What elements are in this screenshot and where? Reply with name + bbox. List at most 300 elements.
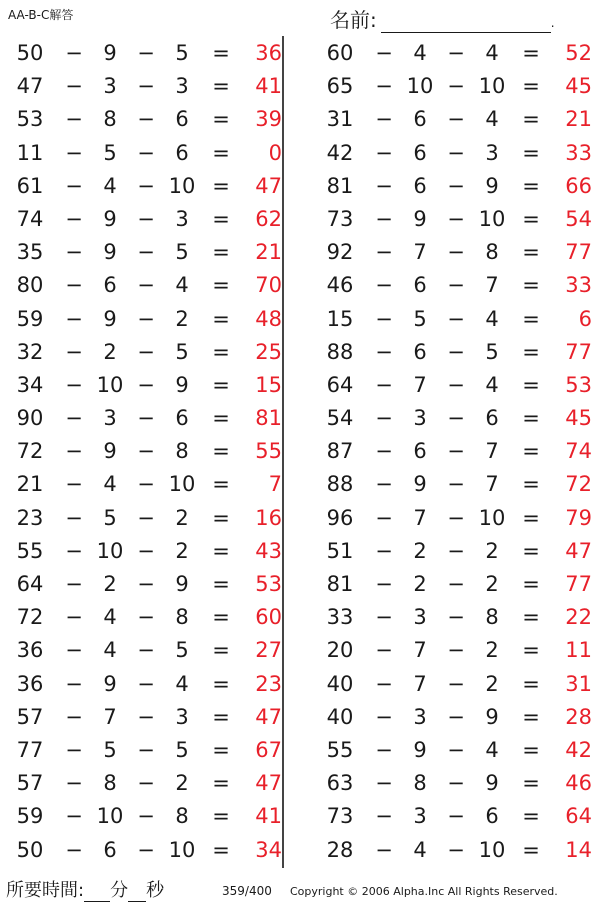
subtrahend-2: 3	[175, 704, 189, 729]
minus-sign: −	[65, 638, 83, 663]
answer: 55	[255, 439, 282, 464]
subtrahend-2: 6	[175, 107, 189, 132]
minuend: 34	[16, 372, 44, 397]
subtrahend-1: 9	[413, 737, 427, 762]
answer: 67	[255, 737, 282, 762]
problem-row	[310, 671, 590, 704]
minuend: 90	[16, 406, 44, 431]
minus-sign: −	[447, 505, 465, 530]
equals-sign: =	[212, 704, 230, 729]
subtrahend-2: 10	[478, 505, 506, 530]
equals-sign: =	[522, 206, 540, 231]
minus-sign: −	[65, 240, 83, 265]
problem-row	[0, 637, 280, 670]
minuend: 50	[16, 837, 44, 862]
subtrahend-1: 6	[413, 273, 427, 298]
minus-sign: −	[65, 771, 83, 796]
answer: 47	[565, 538, 592, 563]
subtrahend-1: 2	[103, 572, 117, 596]
subtrahend-2: 9	[175, 372, 189, 397]
minus-sign: −	[137, 737, 155, 762]
minus-sign: −	[447, 206, 465, 231]
subtrahend-1: 4	[103, 472, 117, 497]
minus-sign: −	[447, 74, 465, 99]
minus-sign: −	[65, 704, 83, 729]
minus-sign: −	[375, 206, 393, 231]
minus-sign: −	[65, 505, 83, 530]
problem-row	[0, 40, 280, 73]
answer: 33	[565, 273, 592, 298]
equals-sign: =	[212, 406, 230, 431]
subtrahend-1: 9	[103, 306, 117, 331]
subtrahend-2: 10	[168, 173, 196, 198]
minus-sign: −	[137, 572, 155, 596]
minus-sign: −	[375, 704, 393, 729]
minus-sign: −	[137, 771, 155, 796]
minus-sign: −	[375, 173, 393, 198]
minuend: 33	[326, 605, 354, 630]
problem-row	[0, 306, 280, 339]
problem-row	[310, 140, 590, 173]
equals-sign: =	[212, 837, 230, 862]
minus-sign: −	[137, 240, 155, 265]
minus-sign: −	[65, 737, 83, 762]
subtrahend-1: 10	[406, 74, 434, 99]
equals-sign: =	[522, 472, 540, 497]
minus-sign: −	[65, 671, 83, 696]
minus-sign: −	[137, 704, 155, 729]
equals-sign: =	[212, 638, 230, 663]
subtrahend-2: 8	[485, 605, 499, 630]
minuend: 81	[326, 173, 354, 198]
subtrahend-1: 2	[103, 339, 117, 364]
problem-row	[310, 505, 590, 538]
subtrahend-2: 6	[175, 140, 189, 165]
answer: 47	[255, 771, 282, 796]
minus-sign: −	[375, 737, 393, 762]
answer: 15	[255, 372, 282, 397]
subtrahend-2: 2	[485, 671, 499, 696]
subtrahend-2: 5	[175, 339, 189, 364]
subtrahend-2: 6	[485, 406, 499, 431]
minuend: 73	[326, 206, 354, 231]
minuend: 36	[16, 638, 44, 663]
answer: 31	[565, 671, 592, 696]
equals-sign: =	[522, 837, 540, 862]
equals-sign: =	[522, 704, 540, 729]
minus-sign: −	[65, 41, 83, 65]
answer: 7	[268, 472, 282, 497]
subtrahend-1: 7	[413, 638, 427, 663]
subtrahend-1: 3	[103, 406, 117, 431]
minus-sign: −	[375, 538, 393, 563]
problem-row	[0, 106, 280, 139]
minus-sign: −	[375, 472, 393, 497]
equals-sign: =	[522, 605, 540, 630]
minus-sign: −	[447, 538, 465, 563]
answer: 22	[565, 605, 592, 630]
answer: 23	[255, 671, 282, 696]
answer: 52	[565, 41, 592, 65]
minus-sign: −	[447, 273, 465, 298]
minus-sign: −	[375, 572, 393, 596]
subtrahend-2: 4	[485, 372, 499, 397]
problem-row	[310, 405, 590, 438]
subtrahend-1: 5	[103, 505, 117, 530]
problem-row	[0, 770, 280, 803]
answer: 25	[255, 339, 282, 364]
answer: 77	[565, 240, 592, 265]
subtrahend-2: 2	[175, 771, 189, 796]
problem-row	[0, 538, 280, 571]
minuend: 65	[326, 74, 354, 99]
answer: 41	[255, 804, 282, 829]
answer: 6	[578, 306, 592, 331]
equals-sign: =	[212, 372, 230, 397]
subtrahend-2: 7	[485, 273, 499, 298]
subtrahend-2: 2	[175, 538, 189, 563]
column-divider	[282, 36, 284, 868]
subtrahend-1: 5	[413, 306, 427, 331]
minuend: 47	[16, 74, 44, 99]
minuend: 35	[16, 240, 44, 265]
answer: 70	[255, 273, 282, 298]
problem-row	[310, 40, 590, 73]
problem-row	[310, 737, 590, 770]
minuend: 20	[326, 638, 354, 663]
problem-row	[0, 73, 280, 106]
answer: 0	[268, 140, 282, 165]
minus-sign: −	[65, 273, 83, 298]
equals-sign: =	[522, 372, 540, 397]
equals-sign: =	[522, 273, 540, 298]
minus-sign: −	[447, 406, 465, 431]
subtrahend-1: 5	[103, 140, 117, 165]
answer: 46	[565, 771, 592, 796]
minuend: 42	[326, 140, 354, 165]
problem-row	[0, 571, 280, 604]
subtrahend-2: 3	[175, 74, 189, 99]
minus-sign: −	[65, 372, 83, 397]
equals-sign: =	[522, 771, 540, 796]
answer: 21	[565, 107, 592, 132]
minuend: 72	[16, 605, 44, 630]
minus-sign: −	[447, 837, 465, 862]
subtrahend-2: 7	[485, 472, 499, 497]
minus-sign: −	[137, 107, 155, 132]
minuend: 40	[326, 704, 354, 729]
problem-row	[310, 306, 590, 339]
minuend: 46	[326, 273, 354, 298]
subtrahend-1: 5	[103, 737, 117, 762]
problem-row	[310, 538, 590, 571]
problem-row	[0, 438, 280, 471]
name-field	[330, 4, 555, 33]
problem-row	[0, 604, 280, 637]
subtrahend-2: 4	[485, 107, 499, 132]
answer: 34	[255, 837, 282, 862]
minus-sign: −	[375, 107, 393, 132]
equals-sign: =	[212, 605, 230, 630]
subtrahend-1: 4	[103, 173, 117, 198]
minus-sign: −	[137, 605, 155, 630]
minus-sign: −	[375, 771, 393, 796]
minus-sign: −	[65, 306, 83, 331]
minuend: 61	[16, 173, 44, 198]
minus-sign: −	[137, 206, 155, 231]
minuend: 73	[326, 804, 354, 829]
minus-sign: −	[375, 837, 393, 862]
minus-sign: −	[447, 572, 465, 596]
subtrahend-1: 3	[103, 74, 117, 99]
minus-sign: −	[65, 572, 83, 596]
minuend: 54	[326, 406, 354, 431]
subtrahend-1: 10	[96, 372, 124, 397]
subtrahend-1: 7	[413, 372, 427, 397]
minus-sign: −	[137, 406, 155, 431]
problem-row	[0, 837, 280, 870]
subtrahend-1: 10	[96, 804, 124, 829]
equals-sign: =	[212, 505, 230, 530]
minus-sign: −	[375, 306, 393, 331]
subtrahend-2: 8	[175, 439, 189, 464]
subtrahend-1: 3	[413, 406, 427, 431]
minuend: 11	[16, 140, 44, 165]
minus-sign: −	[65, 140, 83, 165]
subtrahend-1: 9	[103, 439, 117, 464]
subtrahend-2: 8	[175, 804, 189, 829]
minus-sign: −	[137, 472, 155, 497]
equals-sign: =	[522, 107, 540, 132]
problem-row	[310, 571, 590, 604]
minuend: 15	[326, 306, 354, 331]
equals-sign: =	[212, 206, 230, 231]
minus-sign: −	[447, 771, 465, 796]
subtrahend-2: 9	[485, 173, 499, 198]
minuend: 88	[326, 472, 354, 497]
problem-row	[310, 339, 590, 372]
answer: 16	[255, 505, 282, 530]
equals-sign: =	[522, 638, 540, 663]
equals-sign: =	[522, 671, 540, 696]
subtrahend-1: 4	[103, 605, 117, 630]
subtrahend-2: 4	[485, 737, 499, 762]
minus-sign: −	[137, 538, 155, 563]
answer: 43	[255, 538, 282, 563]
minuend: 96	[326, 505, 354, 530]
minutes-blank	[84, 883, 110, 902]
equals-sign: =	[522, 240, 540, 265]
minus-sign: −	[375, 74, 393, 99]
minus-sign: −	[375, 372, 393, 397]
answer: 21	[255, 240, 282, 265]
problem-row	[0, 173, 280, 206]
minus-sign: −	[447, 671, 465, 696]
minus-sign: −	[137, 140, 155, 165]
subtrahend-1: 2	[413, 572, 427, 596]
minus-sign: −	[137, 837, 155, 862]
left-problem-column	[0, 40, 280, 870]
minuend: 77	[16, 737, 44, 762]
minus-sign: −	[375, 273, 393, 298]
answer: 81	[255, 406, 282, 431]
worksheet-title: AA-B-C解答	[8, 8, 74, 22]
subtrahend-2: 8	[485, 240, 499, 265]
subtrahend-2: 10	[478, 74, 506, 99]
equals-sign: =	[522, 74, 540, 99]
minus-sign: −	[137, 804, 155, 829]
minus-sign: −	[447, 439, 465, 464]
minus-sign: −	[137, 372, 155, 397]
answer: 53	[565, 372, 592, 397]
equals-sign: =	[212, 737, 230, 762]
subtrahend-1: 7	[413, 240, 427, 265]
answer: 64	[565, 804, 592, 829]
minuend: 60	[326, 41, 354, 65]
minutes-label: 分	[110, 880, 129, 901]
subtrahend-2: 9	[175, 572, 189, 596]
subtrahend-2: 10	[478, 837, 506, 862]
subtrahend-2: 8	[175, 605, 189, 630]
equals-sign: =	[212, 240, 230, 265]
minus-sign: −	[65, 339, 83, 364]
minus-sign: −	[65, 538, 83, 563]
minus-sign: −	[65, 406, 83, 431]
minus-sign: −	[137, 173, 155, 198]
subtrahend-1: 3	[413, 605, 427, 630]
minus-sign: −	[447, 804, 465, 829]
answer: 72	[565, 472, 592, 497]
problem-row	[0, 704, 280, 737]
equals-sign: =	[212, 439, 230, 464]
minuend: 59	[16, 804, 44, 829]
copyright-notice: Copyright © 2006 Alpha.Inc All Rights Reserved.	[290, 885, 558, 898]
minus-sign: −	[137, 339, 155, 364]
minus-sign: −	[375, 41, 393, 65]
problem-row	[0, 339, 280, 372]
problem-row	[310, 106, 590, 139]
minus-sign: −	[375, 439, 393, 464]
minuend: 51	[326, 538, 354, 563]
subtrahend-1: 6	[413, 140, 427, 165]
equals-sign: =	[522, 737, 540, 762]
equals-sign: =	[212, 671, 230, 696]
minus-sign: −	[137, 306, 155, 331]
problem-row	[0, 405, 280, 438]
answer: 77	[565, 339, 592, 364]
problem-row	[0, 206, 280, 239]
subtrahend-1: 9	[103, 41, 117, 65]
problem-row	[310, 637, 590, 670]
subtrahend-2: 2	[485, 638, 499, 663]
problem-row	[0, 272, 280, 305]
minuend: 32	[16, 339, 44, 364]
subtrahend-1: 8	[103, 107, 117, 132]
minuend: 63	[326, 771, 354, 796]
minuend: 23	[16, 505, 44, 530]
answer: 45	[565, 406, 592, 431]
equals-sign: =	[522, 306, 540, 331]
problem-row	[310, 372, 590, 405]
minus-sign: −	[137, 671, 155, 696]
answer: 14	[565, 837, 592, 862]
minus-sign: −	[137, 638, 155, 663]
subtrahend-2: 10	[168, 472, 196, 497]
answer: 48	[255, 306, 282, 331]
minuend: 21	[16, 472, 44, 497]
answer: 47	[255, 704, 282, 729]
subtrahend-1: 6	[413, 173, 427, 198]
minus-sign: −	[375, 406, 393, 431]
problem-row	[310, 837, 590, 870]
minuend: 31	[326, 107, 354, 132]
subtrahend-2: 5	[175, 240, 189, 265]
minuend: 40	[326, 671, 354, 696]
equals-sign: =	[522, 439, 540, 464]
subtrahend-1: 6	[103, 837, 117, 862]
equals-sign: =	[212, 273, 230, 298]
problem-row	[310, 704, 590, 737]
equals-sign: =	[212, 572, 230, 596]
minus-sign: −	[447, 173, 465, 198]
subtrahend-1: 9	[103, 206, 117, 231]
minuend: 64	[326, 372, 354, 397]
equals-sign: =	[522, 339, 540, 364]
answer: 62	[255, 206, 282, 231]
equals-sign: =	[212, 538, 230, 563]
subtrahend-1: 6	[413, 107, 427, 132]
minus-sign: −	[65, 837, 83, 862]
subtrahend-1: 10	[96, 538, 124, 563]
answer: 60	[255, 605, 282, 630]
answer: 45	[565, 74, 592, 99]
minus-sign: −	[447, 605, 465, 630]
minus-sign: −	[447, 638, 465, 663]
minuend: 80	[16, 273, 44, 298]
subtrahend-1: 4	[413, 41, 427, 65]
problem-row	[310, 471, 590, 504]
minus-sign: −	[137, 439, 155, 464]
minus-sign: −	[137, 273, 155, 298]
subtrahend-2: 5	[175, 638, 189, 663]
problem-row	[310, 438, 590, 471]
minuend: 59	[16, 306, 44, 331]
name-label: 名前:	[330, 8, 377, 32]
subtrahend-2: 10	[168, 837, 196, 862]
minuend: 50	[16, 41, 44, 65]
problem-row	[0, 737, 280, 770]
subtrahend-2: 7	[485, 439, 499, 464]
minuend: 55	[16, 538, 44, 563]
answer: 79	[565, 505, 592, 530]
problem-row	[0, 671, 280, 704]
minus-sign: −	[447, 41, 465, 65]
subtrahend-2: 2	[175, 306, 189, 331]
minus-sign: −	[137, 74, 155, 99]
subtrahend-2: 9	[485, 704, 499, 729]
answer: 33	[565, 140, 592, 165]
equals-sign: =	[212, 140, 230, 165]
equals-sign: =	[522, 41, 540, 65]
equals-sign: =	[212, 107, 230, 132]
subtrahend-1: 2	[413, 538, 427, 563]
answer: 27	[255, 638, 282, 663]
answer: 39	[255, 107, 282, 132]
minus-sign: −	[65, 107, 83, 132]
minuend: 57	[16, 704, 44, 729]
name-dot: .	[550, 16, 555, 30]
equals-sign: =	[212, 306, 230, 331]
